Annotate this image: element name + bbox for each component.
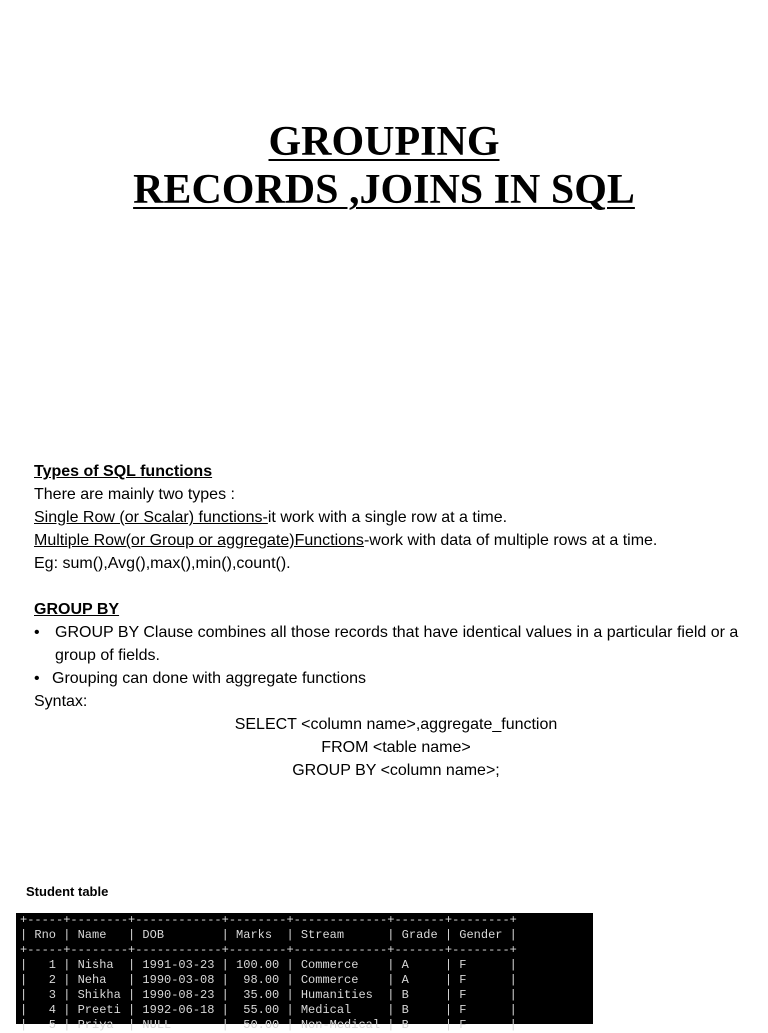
single-row-term: Single Row (or Scalar) functions-: [34, 509, 268, 526]
bullet-text: Grouping can done with aggregate functions: [52, 670, 366, 687]
table-border-top: +-----+--------+------------+--------+-------------+-------+--------+: [20, 913, 517, 927]
group-by-bullet-2: [34, 667, 764, 690]
table-header-row: | Rno | Name | DOB | Marks | Stream | Grade | Gender |: [20, 928, 517, 942]
functions-example: Eg: sum(),Avg(),max(),min(),count().: [34, 555, 291, 572]
syntax-line-1: SELECT <column name>,aggregate_function: [234, 716, 558, 733]
single-row-desc: it work with a single row at a time.: [267, 509, 508, 526]
single-row-line: [34, 506, 764, 529]
terminal-table: [16, 913, 593, 1032]
group-by-bullet-1: [34, 621, 764, 667]
page-title: [0, 118, 768, 214]
table-row: | 2 | Neha | 1990-03-08 | 98.00 | Commerce | A | F |: [20, 973, 517, 987]
title-line-2: RECORDS ,JOINS IN SQL: [133, 167, 635, 213]
table-border-mid: +-----+--------+------------+--------+-------------+-------+--------+: [20, 943, 517, 957]
spacer: [34, 575, 764, 598]
multi-row-line: [34, 529, 764, 552]
table-row: | 4 | Preeti | 1992-06-18 | 55.00 | Medical | B | F |: [20, 1003, 517, 1017]
bullet-text: GROUP BY Clause combines all those records that have identical values in a particular field or a group of fields.: [55, 624, 739, 664]
multi-row-desc: -work with data of multiple rows at a time.: [363, 532, 658, 549]
title-line-1: GROUPING: [268, 119, 500, 165]
syntax-line-2: FROM <table name>: [321, 739, 471, 756]
document-body: [34, 460, 764, 782]
syntax-line-3: GROUP BY <column name>;: [292, 762, 500, 779]
table-row: | 3 | Shikha | 1990-08-23 | 35.00 | Humanities | B | F |: [20, 988, 517, 1002]
group-by-heading: GROUP BY: [34, 601, 120, 618]
syntax-label: Syntax:: [34, 693, 88, 710]
functions-intro: There are mainly two types :: [34, 486, 235, 503]
table-caption: Student table: [26, 884, 109, 899]
multi-row-term: Multiple Row(or Group or aggregate)Functions: [34, 532, 364, 549]
table-row: | 1 | Nisha | 1991-03-23 | 100.00 | Commerce | A | F |: [20, 958, 517, 972]
table-row: | 5 | Priya | NULL | 50.00 | Non-Medical | B | F |: [20, 1018, 517, 1032]
functions-heading: Types of SQL functions: [34, 463, 213, 480]
